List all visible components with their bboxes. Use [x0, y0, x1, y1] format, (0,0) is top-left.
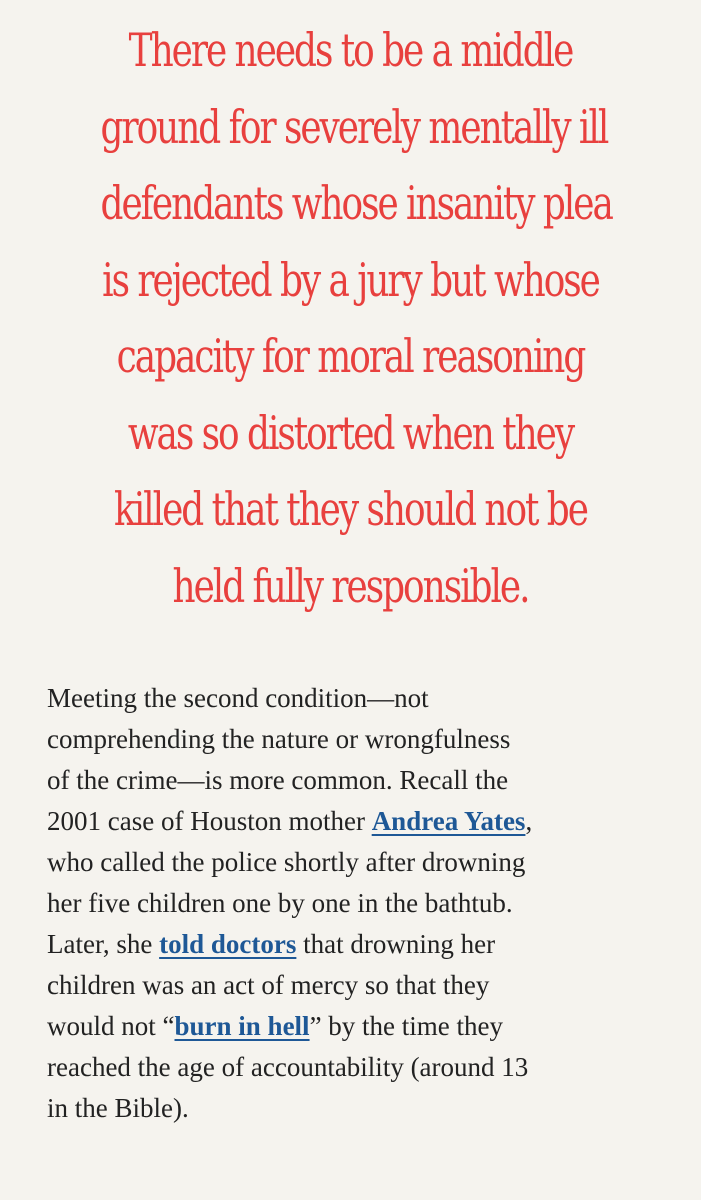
pull-quote-line: was so distorted when they — [127, 405, 574, 460]
body-text: that drowning her — [296, 929, 496, 959]
body-line: children was an act of mercy so that they — [47, 970, 490, 1000]
body-text: ” by the time they — [309, 1011, 504, 1041]
pull-quote-line: There needs to be a middle — [128, 23, 573, 77]
pull-quote-line: ground for severely mentally ill — [100, 99, 608, 154]
body-line: Meeting the second condition—not — [47, 683, 429, 713]
body-text: would not “ — [47, 1011, 175, 1041]
body-text: , — [525, 806, 533, 836]
body-line: reached the age of accountability (around 13 — [47, 1052, 529, 1082]
burn-in-hell-link[interactable]: burn in hell — [174, 1011, 310, 1041]
pull-quote — [100, 12, 612, 624]
body-text: Later, she — [47, 929, 160, 959]
pull-quote-line: held fully responsible. — [172, 558, 529, 613]
told-doctors-link[interactable]: told doctors — [159, 929, 297, 959]
body-line — [47, 1006, 677, 1047]
body-line: in the Bible). — [47, 1093, 189, 1123]
body-line: comprehending the nature or wrongfulness — [47, 724, 511, 754]
pull-quote-line: killed that they should not be — [114, 482, 587, 536]
body-line — [47, 801, 677, 842]
body-text: 2001 case of Houston mother — [47, 806, 372, 836]
andrea-yates-link[interactable]: Andrea Yates — [371, 806, 526, 836]
body-line: of the crime—is more common. Recall the — [47, 765, 509, 795]
pull-quote-line: defendants whose insanity plea — [100, 176, 612, 230]
body-line: who called the police shortly after drowning — [47, 847, 526, 877]
pull-quote-line: capacity for moral reasoning — [116, 329, 585, 383]
pull-quote-line: is rejected by a jury but whose — [102, 252, 599, 307]
body-line — [47, 924, 677, 965]
body-line: her five children one by one in the bathtub. — [47, 888, 513, 918]
body-paragraph — [47, 678, 677, 1129]
